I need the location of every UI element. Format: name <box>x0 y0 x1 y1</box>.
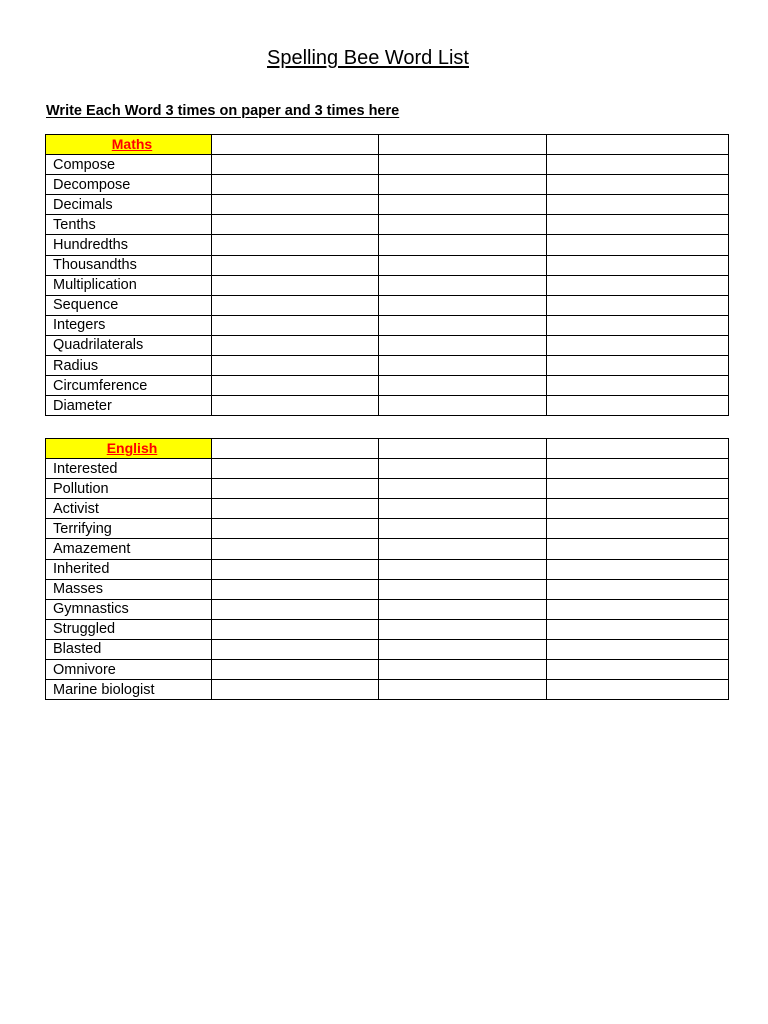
practice-cell[interactable] <box>379 155 547 175</box>
practice-cell[interactable] <box>212 135 379 155</box>
word-cell: Masses <box>46 579 212 599</box>
section-heading-cell <box>46 135 212 155</box>
practice-cell[interactable] <box>379 619 547 639</box>
practice-cell[interactable] <box>212 335 379 355</box>
section-heading: English <box>106 440 158 457</box>
practice-cell[interactable] <box>379 315 547 335</box>
word-row <box>46 175 729 195</box>
word-cell: Activist <box>46 499 212 519</box>
practice-cell[interactable] <box>547 255 729 275</box>
practice-cell[interactable] <box>212 315 379 335</box>
practice-cell[interactable] <box>379 376 547 396</box>
practice-cell[interactable] <box>379 135 547 155</box>
word-row <box>46 215 729 235</box>
practice-cell[interactable] <box>379 195 547 215</box>
word-cell: Struggled <box>46 619 212 639</box>
practice-cell[interactable] <box>379 519 547 539</box>
word-row <box>46 599 729 619</box>
word-cell: Interested <box>46 459 212 479</box>
practice-cell[interactable] <box>379 559 547 579</box>
practice-cell[interactable] <box>547 195 729 215</box>
word-cell: Gymnastics <box>46 599 212 619</box>
practice-cell[interactable] <box>212 639 379 659</box>
practice-cell[interactable] <box>379 215 547 235</box>
practice-cell[interactable] <box>547 235 729 255</box>
practice-cell[interactable] <box>547 559 729 579</box>
practice-cell[interactable] <box>212 499 379 519</box>
practice-cell[interactable] <box>212 439 379 459</box>
practice-cell[interactable] <box>547 315 729 335</box>
section-header-row <box>46 135 729 155</box>
practice-cell[interactable] <box>379 175 547 195</box>
practice-cell[interactable] <box>547 335 729 355</box>
word-cell: Integers <box>46 315 212 335</box>
word-cell: Sequence <box>46 295 212 315</box>
section-heading-cell <box>46 439 212 459</box>
practice-cell[interactable] <box>379 459 547 479</box>
word-cell: Thousandths <box>46 255 212 275</box>
practice-cell[interactable] <box>547 499 729 519</box>
practice-cell[interactable] <box>547 539 729 559</box>
word-cell: Blasted <box>46 639 212 659</box>
practice-cell[interactable] <box>379 235 547 255</box>
word-cell: Circumference <box>46 376 212 396</box>
word-row <box>46 579 729 599</box>
word-cell: Pollution <box>46 479 212 499</box>
practice-cell[interactable] <box>547 680 729 700</box>
practice-cell[interactable] <box>547 439 729 459</box>
practice-cell[interactable] <box>212 559 379 579</box>
word-cell: Diameter <box>46 396 212 416</box>
word-cell: Marine biologist <box>46 680 212 700</box>
word-row <box>46 680 729 700</box>
word-cell: Terrifying <box>46 519 212 539</box>
practice-cell[interactable] <box>212 619 379 639</box>
word-cell: Tenths <box>46 215 212 235</box>
practice-cell[interactable] <box>379 599 547 619</box>
practice-cell[interactable] <box>212 356 379 376</box>
practice-cell[interactable] <box>379 439 547 459</box>
practice-cell[interactable] <box>547 579 729 599</box>
practice-cell[interactable] <box>212 175 379 195</box>
word-cell: Multiplication <box>46 275 212 295</box>
word-cell: Compose <box>46 155 212 175</box>
practice-cell[interactable] <box>212 396 379 416</box>
word-cell: Radius <box>46 356 212 376</box>
word-row <box>46 155 729 175</box>
practice-cell[interactable] <box>379 396 547 416</box>
word-cell: Quadrilaterals <box>46 335 212 355</box>
practice-cell[interactable] <box>379 295 547 315</box>
practice-cell[interactable] <box>379 579 547 599</box>
practice-cell[interactable] <box>547 396 729 416</box>
practice-cell[interactable] <box>212 539 379 559</box>
practice-cell[interactable] <box>212 680 379 700</box>
practice-cell[interactable] <box>547 215 729 235</box>
practice-cell[interactable] <box>212 479 379 499</box>
word-row <box>46 479 729 499</box>
word-row <box>46 275 729 295</box>
english-word-table <box>45 438 729 700</box>
word-cell: Hundredths <box>46 235 212 255</box>
word-row <box>46 195 729 215</box>
practice-cell[interactable] <box>547 376 729 396</box>
word-cell: Omnivore <box>46 660 212 680</box>
practice-cell[interactable] <box>212 599 379 619</box>
practice-cell[interactable] <box>212 255 379 275</box>
practice-cell[interactable] <box>379 356 547 376</box>
practice-cell[interactable] <box>212 519 379 539</box>
practice-cell[interactable] <box>547 619 729 639</box>
section-heading: Maths <box>111 136 153 153</box>
practice-cell[interactable] <box>379 335 547 355</box>
word-row <box>46 639 729 659</box>
practice-cell[interactable] <box>547 479 729 499</box>
practice-cell[interactable] <box>379 639 547 659</box>
word-row <box>46 315 729 335</box>
word-row <box>46 255 729 275</box>
word-cell: Decompose <box>46 175 212 195</box>
practice-cell[interactable] <box>212 275 379 295</box>
practice-cell[interactable] <box>379 499 547 519</box>
page-title: Spelling Bee Word List <box>267 47 469 69</box>
practice-cell[interactable] <box>212 235 379 255</box>
practice-cell[interactable] <box>547 459 729 479</box>
practice-cell[interactable] <box>547 599 729 619</box>
practice-cell[interactable] <box>547 295 729 315</box>
word-cell: Decimals <box>46 195 212 215</box>
word-row <box>46 559 729 579</box>
word-row <box>46 335 729 355</box>
practice-cell[interactable] <box>547 519 729 539</box>
practice-cell[interactable] <box>547 660 729 680</box>
practice-cell[interactable] <box>379 539 547 559</box>
practice-cell[interactable] <box>212 579 379 599</box>
word-row <box>46 499 729 519</box>
word-row <box>46 235 729 255</box>
word-row <box>46 459 729 479</box>
word-cell: Amazement <box>46 539 212 559</box>
practice-cell[interactable] <box>212 660 379 680</box>
practice-cell[interactable] <box>379 660 547 680</box>
practice-cell[interactable] <box>547 356 729 376</box>
word-row <box>46 396 729 416</box>
word-row <box>46 295 729 315</box>
word-row <box>46 619 729 639</box>
practice-cell[interactable] <box>379 275 547 295</box>
practice-cell[interactable] <box>379 255 547 275</box>
word-row <box>46 376 729 396</box>
word-row <box>46 660 729 680</box>
practice-cell[interactable] <box>212 459 379 479</box>
maths-word-table <box>45 134 729 416</box>
practice-cell[interactable] <box>212 295 379 315</box>
practice-cell[interactable] <box>379 479 547 499</box>
word-row <box>46 539 729 559</box>
practice-cell[interactable] <box>547 639 729 659</box>
practice-cell[interactable] <box>547 135 729 155</box>
word-cell: Inherited <box>46 559 212 579</box>
practice-cell[interactable] <box>547 275 729 295</box>
practice-cell[interactable] <box>547 155 729 175</box>
practice-cell[interactable] <box>547 175 729 195</box>
word-row <box>46 519 729 539</box>
practice-cell[interactable] <box>379 680 547 700</box>
practice-cell[interactable] <box>212 195 379 215</box>
instruction-text: Write Each Word 3 times on paper and 3 times here <box>46 103 400 119</box>
word-row <box>46 356 729 376</box>
section-header-row <box>46 439 729 459</box>
practice-cell[interactable] <box>212 155 379 175</box>
practice-cell[interactable] <box>212 376 379 396</box>
practice-cell[interactable] <box>212 215 379 235</box>
